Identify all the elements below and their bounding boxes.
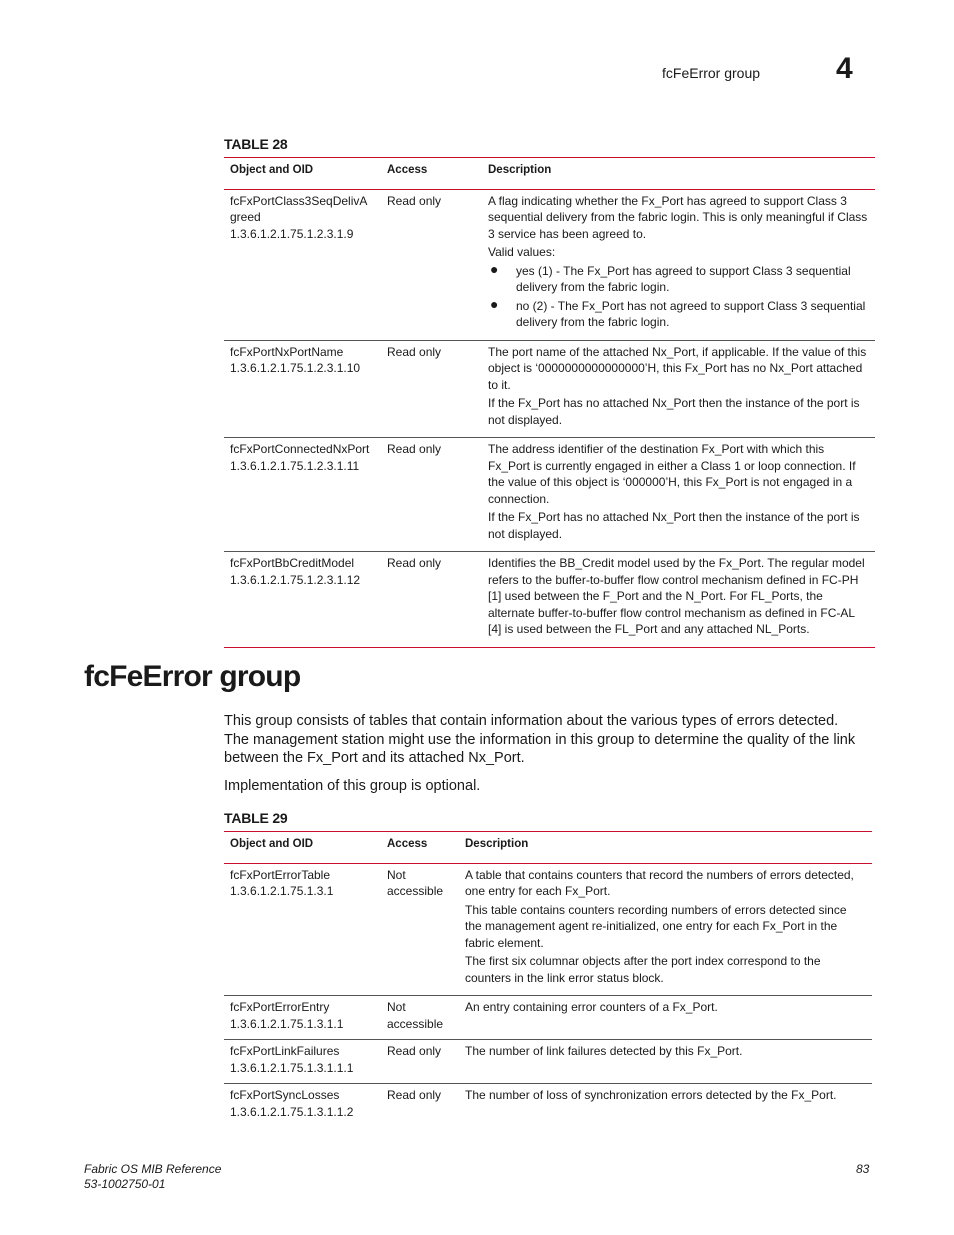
table-row: [224, 552, 875, 648]
table-29: [224, 831, 872, 1127]
column-header-description: Description: [465, 838, 529, 850]
table-row: [224, 863, 872, 996]
object-oid: 1.3.6.1.2.1.75.1.3.1.1: [230, 1016, 344, 1031]
table-28: [224, 157, 875, 648]
description-text: A table that contains counters that record the numbers of errors detected, one entry for each Fx_Port.: [465, 867, 854, 898]
running-header-title: fcFeError group: [662, 65, 761, 81]
page-number: 83: [856, 1162, 870, 1176]
table-29-label: TABLE 29: [224, 810, 288, 826]
description-text: This table contains counters recording numbers of errors detected since the management agent re-initialized, one entry for each Fx_Port in the fabric element.: [465, 902, 847, 950]
object-name: fcFxPortBbCreditModel: [230, 556, 355, 570]
column-header-description: Description: [488, 164, 552, 176]
column-header-object: Object and OID: [230, 838, 314, 850]
column-header-access: Access: [387, 164, 428, 176]
table-row: [224, 438, 875, 552]
object-name: fcFxPortNxPortName: [230, 344, 344, 359]
description-text: The address identifier of the destination Fx_Port with which this Fx_Port is currently engaged in either a Class 1 or loop connection. If the value of this object is ‘000000’H, this Fx_Port is not engaged in a connection.: [488, 442, 856, 506]
object-name: fcFxPortErrorEntry: [230, 1000, 330, 1014]
bullet-icon: ●: [490, 295, 499, 312]
object-oid: 1.3.6.1.2.1.75.1.2.3.1.10: [230, 361, 361, 375]
footer-doc-title: Fabric OS MIB Reference: [84, 1162, 222, 1176]
description-text: A flag indicating whether the Fx_Port has agreed to support Class 3 sequential delivery from the fabric login. This is only meaningful if Class 3 service has been agreed to.: [488, 193, 868, 241]
access-value: Not accessible: [387, 1000, 444, 1031]
list-item: ● no (2) - The Fx_Port has not agreed to support Class 3 sequential delivery from the fabric login.: [490, 295, 866, 329]
object-name: fcFxPortErrorTable: [230, 867, 331, 882]
description-text: If the Fx_Port has no attached Nx_Port then the instance of the port is not displayed.: [488, 510, 860, 541]
object-oid: 1.3.6.1.2.1.75.1.3.1.1.2: [230, 1104, 354, 1119]
description-text: The port name of the attached Nx_Port, if applicable. If the value of this object is ‘0000000000000000’H, this Fx_Port has no Nx_Port attached to it.: [488, 344, 867, 392]
table-row: [224, 996, 872, 1040]
column-header-object: Object and OID: [230, 164, 314, 176]
object-name: fcFxPortConnectedNxPort: [230, 442, 370, 456]
bullet-icon: ●: [490, 260, 499, 277]
access-value: Read only: [387, 1088, 442, 1102]
section-intro-paragraph: This group consists of tables that contain information about the various types of errors detected. The management station might use the information in this group to determine the quality of the link between the Fx_Port and its attached Nx_Port.: [224, 713, 856, 766]
chapter-number: 4: [836, 52, 853, 85]
access-value: Read only: [387, 1044, 442, 1058]
access-value: Read only: [387, 193, 442, 208]
description-text: The first six columnar objects after the port index correspond to the counters in the link error status block.: [465, 954, 821, 985]
access-value: Read only: [387, 442, 442, 456]
table-row: [224, 340, 875, 438]
description-text: Identifies the BB_Credit model used by the Fx_Port. The regular model refers to the buffer-to-buffer flow control mechanism defined in FC-PH [1] used between the F_Port and the N_Port. For FL_Ports, the alternate buffer-to-buffer flow control mechanism as defined in FC-AL [4] is used between the FL_Port and any attached NL_Ports.: [488, 556, 865, 636]
object-oid: 1.3.6.1.2.1.75.1.2.3.1.11: [230, 458, 360, 473]
object-oid: 1.3.6.1.2.1.75.1.3.1: [230, 884, 334, 898]
access-value: Not accessible: [387, 867, 444, 898]
list-item: ● yes (1) - The Fx_Port has agreed to support Class 3 sequential delivery from the fabric login.: [490, 260, 851, 294]
footer-doc-number: 53-1002750-01: [84, 1177, 166, 1191]
table-header-row: [224, 158, 875, 190]
description-text: An entry containing error counters of a Fx_Port.: [465, 1000, 718, 1014]
object-name: fcFxPortSyncLosses: [230, 1088, 340, 1102]
table-row: [224, 189, 875, 340]
object-oid: 1.3.6.1.2.1.75.1.2.3.1.9: [230, 226, 354, 241]
section-optional-note: Implementation of this group is optional.: [224, 778, 481, 794]
access-value: Read only: [387, 556, 442, 570]
description-text: Valid values:: [488, 245, 556, 259]
table-28-label: TABLE 28: [224, 136, 288, 152]
object-name: fcFxPortClass3SeqDelivA greed: [230, 193, 367, 224]
table-row: [224, 1084, 872, 1128]
object-oid: 1.3.6.1.2.1.75.1.3.1.1.1: [230, 1060, 354, 1075]
description-text: The number of link failures detected by this Fx_Port.: [465, 1044, 743, 1058]
column-header-access: Access: [387, 838, 428, 850]
table-header-row: [224, 832, 872, 864]
description-text: The number of loss of synchronization errors detected by the Fx_Port.: [465, 1088, 837, 1102]
object-oid: 1.3.6.1.2.1.75.1.2.3.1.12: [230, 572, 361, 587]
access-value: Read only: [387, 344, 442, 359]
object-name: fcFxPortLinkFailures: [230, 1044, 340, 1058]
valid-values-list: [488, 260, 869, 331]
table-row: [224, 1040, 872, 1084]
section-title: fcFeError group: [84, 660, 301, 693]
description-text: If the Fx_Port has no attached Nx_Port then the instance of the port is not displayed.: [488, 396, 860, 427]
